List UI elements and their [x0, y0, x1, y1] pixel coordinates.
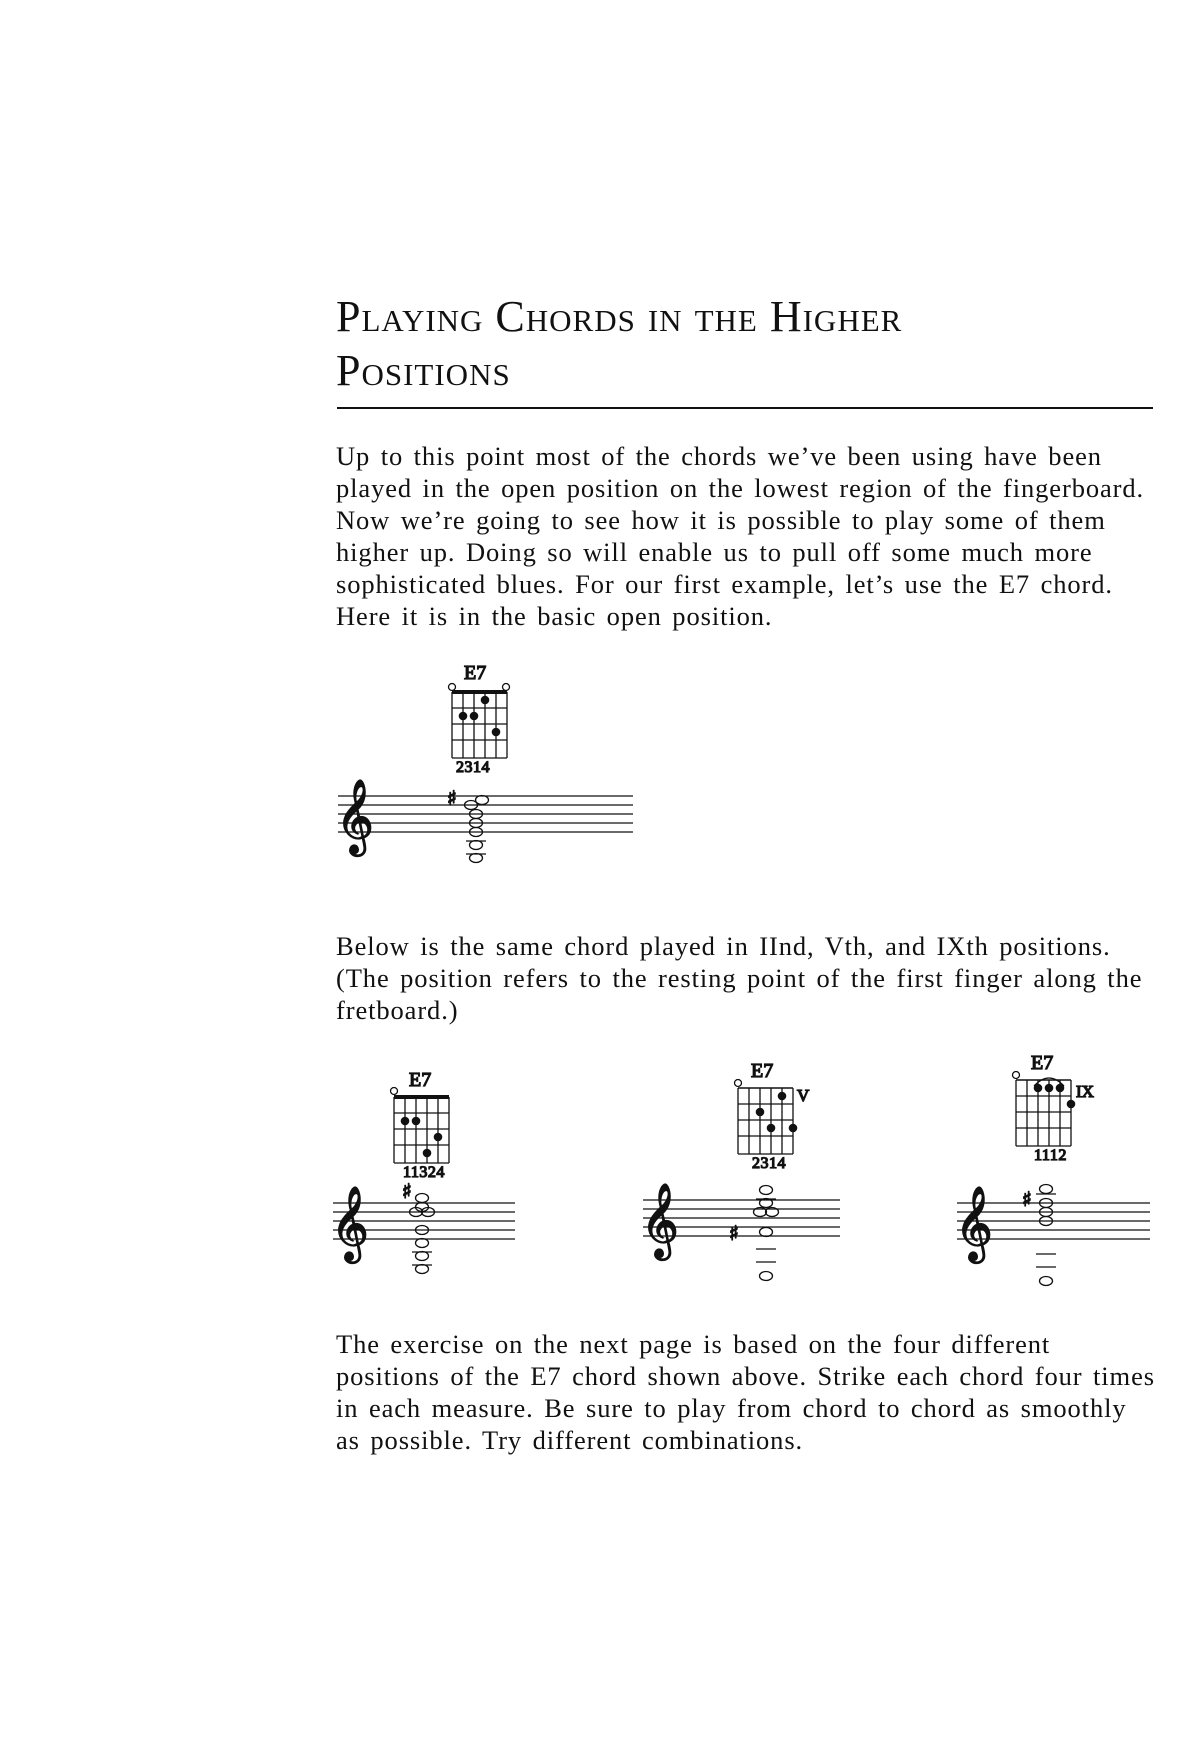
chord-name-3: E7: [751, 1060, 774, 1082]
chord-diagram-1: [449, 662, 510, 776]
treble-clef-icon: 𝄞: [331, 1187, 369, 1261]
position-marker-3: V: [797, 1086, 810, 1105]
treble-clef-icon: 𝄞: [336, 780, 374, 854]
chord-diagram-2: [391, 1069, 450, 1181]
positions-paragraph: Below is the same chord played in IInd, Vth, and IXth positions. (The position refers to the resting point of the first finger along the fretboard.): [336, 931, 1143, 1025]
sharp-icon: ♯: [402, 1179, 412, 1203]
fingering-1: 2314: [456, 759, 490, 776]
treble-clef-icon: 𝄞: [955, 1187, 993, 1261]
sharp-icon: ♯: [447, 786, 457, 810]
sharp-icon: ♯: [1022, 1187, 1032, 1211]
staff-1: [336, 780, 633, 863]
fingering-2: 11324: [403, 1164, 445, 1181]
exercise-paragraph: The exercise on the next page is based on the four different positions of the E7 chord shown above. Strike each chord four times in each measure. Be sure to play from chord to chord as smoothly as possible. Try different combinations.: [336, 1329, 1155, 1455]
open-string-marker: [735, 1080, 742, 1087]
open-string-marker: [503, 684, 510, 691]
open-string-marker: [391, 1088, 398, 1095]
chord-diagram-4: [1013, 1052, 1094, 1164]
chord-name-4: E7: [1031, 1052, 1054, 1074]
sharp-icon: ♯: [729, 1221, 739, 1245]
staff-2: [331, 1179, 515, 1274]
title-line-2: Positions: [336, 346, 511, 395]
chord-name-1: E7: [464, 662, 487, 684]
intro-paragraph: Up to this point most of the chords we’ve been using have been played in the open position on the lowest region of the fingerboard. Now we’re going to see how it is possible to play some of them higher up. Doing so will enable us to pull off some much more sophisticated blues. For our first example, let’s use the E7 chord. Here it is in the basic open position.: [336, 441, 1145, 631]
position-marker-4: IX: [1076, 1082, 1094, 1101]
treble-clef-icon: 𝄞: [641, 1184, 679, 1258]
staff-4: [955, 1185, 1150, 1286]
fingering-3: 2314: [752, 1155, 786, 1172]
staff-3: [641, 1184, 840, 1281]
chord-name-2: E7: [409, 1069, 432, 1091]
open-string-marker: [1013, 1072, 1020, 1079]
open-string-marker: [449, 684, 456, 691]
title-line-1: Playing Chords in the Higher: [336, 292, 903, 341]
chord-diagram-3: [735, 1060, 811, 1172]
fingering-4: 1112: [1034, 1147, 1067, 1164]
